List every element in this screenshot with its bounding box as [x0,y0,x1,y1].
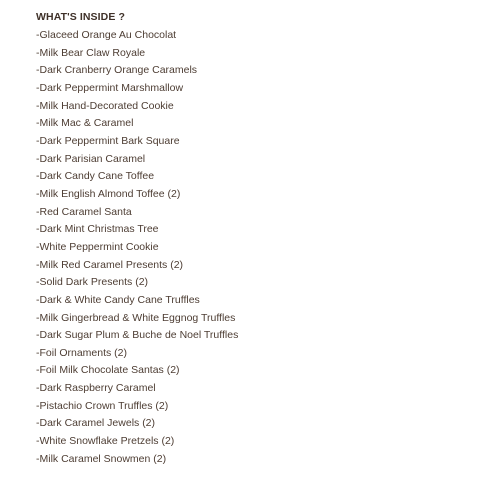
contents-list [36,27,476,468]
list-item: -White Peppermint Cookie [36,240,159,253]
list-item: -Dark & White Candy Cane Truffles [36,293,200,306]
list-item: -Milk Hand-Decorated Cookie [36,99,174,112]
whats-inside-section [36,10,476,468]
list-item: -Solid Dark Presents (2) [36,276,149,289]
list-item: -Milk Red Caramel Presents (2) [36,258,184,271]
list-item: -Foil Milk Chocolate Santas (2) [36,364,180,377]
list-item: -Milk Gingerbread & White Eggnog Truffles [36,311,236,324]
list-item: -Dark Parisian Caramel [36,152,146,165]
list-item: -Dark Peppermint Bark Square [36,134,180,147]
list-item: -Milk Bear Claw Royale [36,46,146,59]
list-item: -Milk Caramel Snowmen (2) [36,452,167,465]
list-item: -Dark Mint Christmas Tree [36,223,159,236]
list-item: -Milk Mac & Caramel [36,117,134,130]
list-item: -White Snowflake Pretzels (2) [36,435,175,448]
list-item: -Red Caramel Santa [36,205,132,218]
list-item: -Dark Cranberry Orange Caramels [36,64,198,77]
list-item: -Dark Raspberry Caramel [36,382,156,395]
list-item: -Dark Peppermint Marshmallow [36,81,184,94]
list-item: -Dark Sugar Plum & Buche de Noel Truffles [36,329,239,342]
list-item: -Glaceed Orange Au Chocolat [36,29,177,41]
section-heading: WHAT'S INSIDE ? [36,11,125,23]
list-item: -Foil Ornaments (2) [36,346,128,359]
list-item: -Pistachio Crown Truffles (2) [36,399,169,412]
list-item: -Milk English Almond Toffee (2) [36,187,181,200]
list-item: -Dark Candy Cane Toffee [36,170,155,183]
list-item: -Dark Caramel Jewels (2) [36,417,156,430]
